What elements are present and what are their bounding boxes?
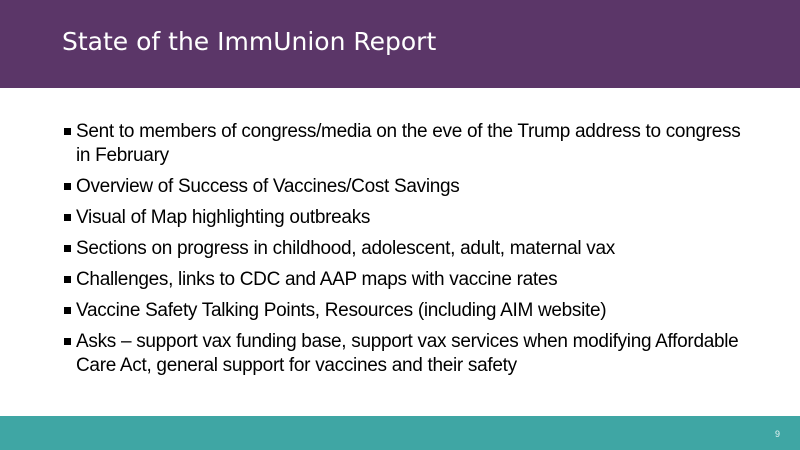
bullet-item [64, 175, 754, 199]
slide-title: State of the ImmUnion Report [62, 27, 437, 56]
bullet-list [64, 120, 754, 385]
bullet-text: Overview of Success of Vaccines/Cost Savings [76, 176, 460, 197]
footer-bar [0, 416, 800, 450]
bullet-text: Vaccine Safety Talking Points, Resources (including AIM website) [76, 300, 607, 321]
bullet-text: Sent to members of congress/media on the eve of the Trump address to congress in February [76, 121, 741, 166]
square-bullet-icon [64, 276, 71, 283]
bullet-text: Visual of Map highlighting outbreaks [76, 207, 371, 228]
title-bar [0, 0, 800, 88]
bullet-item [64, 268, 754, 292]
square-bullet-icon [64, 214, 71, 221]
square-bullet-icon [64, 307, 71, 314]
bullet-text: Asks – support vax funding base, support vax services when modifying Affordable Care Act, general support for vaccines and their safety [76, 331, 739, 376]
bullet-item [64, 206, 754, 230]
bullet-item [64, 120, 754, 168]
bullet-text: Challenges, links to CDC and AAP maps with vaccine rates [76, 269, 558, 290]
bullet-item [64, 237, 754, 261]
bullet-text: Sections on progress in childhood, adolescent, adult, maternal vax [76, 238, 615, 259]
page-number: 9 [774, 429, 780, 439]
square-bullet-icon [64, 338, 71, 345]
bullet-item [64, 299, 754, 323]
bullet-item [64, 330, 754, 378]
square-bullet-icon [64, 183, 71, 190]
square-bullet-icon [64, 128, 71, 135]
square-bullet-icon [64, 245, 71, 252]
